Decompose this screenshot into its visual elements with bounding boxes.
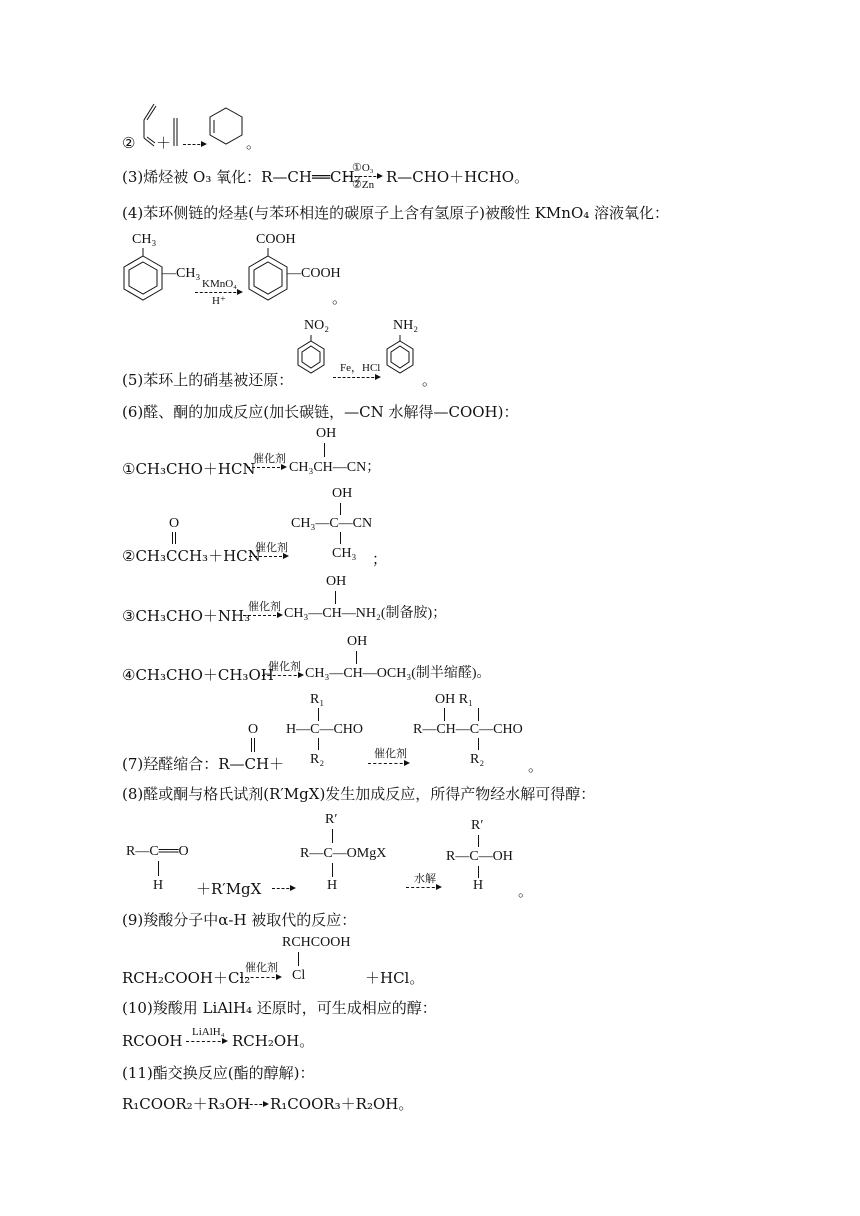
item-4-cond-bot: H⁺ [212,295,226,307]
item-3-cond-top: ①O₃ [352,162,374,174]
item-8-end: 。 [518,882,534,900]
item-6-2-cond: 催化剂 [255,542,288,554]
bond-line [318,738,319,750]
item-6-1-left: ①CH₃CHO＋HCN [122,460,256,478]
item-8-mid: R—C—OMgX [300,846,387,861]
item-8-rco: R—C══O [126,844,189,859]
reaction-arrow [406,887,440,889]
item-7-o: O [248,722,259,737]
reaction-arrow [272,888,294,890]
item-9-left: RCH₂COOH＋Cl₂ [122,969,251,987]
item-7-end: 。 [528,757,544,775]
nitrobenzene-ring [297,335,327,385]
item-3-cond-bot: ②Zn [352,179,375,191]
bond-line [324,443,325,457]
item-6-1-cond: 催化剂 [253,453,286,465]
reaction-arrow [183,144,205,146]
bond-line [478,708,479,721]
item-6-2-end: ； [372,550,388,568]
item-4-cooh-a: COOH [256,232,296,247]
item-9-text: (9)羧酸分子中α-H 被取代的反应： [122,911,357,929]
bond-line [335,591,336,604]
reaction-arrow [247,467,285,469]
item-4-cooh-b: —COOH [287,266,341,281]
item-4-ch3-b: —CH₃ [162,266,201,281]
bond-line [444,708,445,721]
item-4-ch3-a: CH₃ [132,232,157,247]
item-11-eq-left: R₁COOR₂＋R₃OH [122,1095,251,1113]
item-5-text: (5)苯环上的硝基被还原： [122,371,294,389]
bond-line [175,532,176,544]
item-5-no2: NO₂ [304,318,330,333]
item-8-rp2: R′ [471,818,484,833]
item-6-4-left: ④CH₃CHO＋CH₃OH [122,666,274,684]
bond-line [158,861,159,876]
item-8-prod: R—C—OH [446,849,513,864]
item-2-prefix: ② [122,134,136,152]
item-5-nh2: NH₂ [393,318,419,333]
reaction-arrow [262,675,302,677]
reaction-arrow [368,763,408,765]
item-8-cond: 水解 [414,873,436,885]
reaction-arrow [249,556,287,558]
item-8-plus: ＋R′MgX [196,880,262,898]
item-6-2-left: ②CH₃CCH₃＋HCN [122,547,261,565]
reaction-arrow [333,377,379,379]
cyclohexene-structure [208,106,244,146]
item-7-mid: H—C—CHO [286,722,364,737]
item-4-text: (4)苯环侧链的烃基(与苯环相连的碳原子上含有氢原子)被酸性 KMnO₄ 溶液氧化： [122,204,670,222]
item-6-1-oh: OH [316,426,337,441]
item-5-cond: Fe，HCl [340,362,381,374]
item-6-2-oh: OH [332,486,353,501]
item-3-text: (3)烯烃被 O₃ 氧化：R—CH══CH₂ [122,168,361,186]
item-7-prod-top: OH R₁ [435,692,473,707]
item-6-1-prod: CH₃CH—CN； [289,460,381,475]
reaction-arrow [240,977,280,979]
reaction-arrow [243,615,281,617]
item-9-end: ＋HCl。 [365,969,425,987]
item-5-end: 。 [422,371,438,389]
item-9-cl: Cl [292,968,306,983]
bond-line [340,503,341,515]
item-6-2-ch3: CH₃ [332,546,357,561]
item-6-4-prod: CH₃—CH—OCH₃(制半缩醛)。 [305,666,491,681]
item-7-r1: R₁ [310,692,325,707]
bond-line [332,829,333,843]
item-8-text: (8)醛或酮与格氏试剂(R′MgX)发生加成反应，所得产物经水解可得醇： [122,785,596,803]
item-9-prod-top: RCHCOOH [282,935,351,950]
item-6-4-oh: OH [347,634,368,649]
bond-line [298,952,299,966]
reaction-arrow [195,292,241,294]
item-6-2-mid: CH₃—C—CN [291,516,373,531]
bond-line [254,738,255,752]
item-7-cond: 催化剂 [374,748,407,760]
bond-line [332,863,333,877]
item-2-end: 。 [246,134,262,152]
item-3-product: R—CHO＋HCHO。 [386,168,530,186]
item-6-4-cond: 催化剂 [268,661,301,673]
item-8-h2: H [327,878,338,893]
bond-line [251,738,252,752]
bond-line [172,532,173,544]
item-8-h1: H [153,878,164,893]
item-10-left: RCOOH [122,1032,183,1050]
item-6-3-prod: CH₃—CH—NH₂(制备胺)； [284,606,447,621]
item-7-r2: R₂ [310,752,325,767]
item-4-cond-top: KMnO₄ [202,278,238,290]
reaction-arrow [186,1041,226,1043]
aniline-ring [386,335,416,385]
bond-line [340,532,341,544]
item-6-2-o: O [169,516,180,531]
item-7-prod-r2: R₂ [470,752,485,767]
item-11-text: (11)酯交换反应(酯的醇解)： [122,1064,315,1082]
bond-line [356,651,357,664]
item-8-rp1: R′ [325,812,338,827]
item-4-end: 。 [332,289,348,307]
item-6-text: (6)醛、酮的加成反应(加长碳链，—CN 水解得—COOH)： [122,403,519,421]
reaction-arrow [245,1104,267,1106]
reaction-arrow [345,176,381,178]
bond-line [478,835,479,847]
bond-line [478,866,479,878]
item-8-h3: H [473,878,484,893]
item-10-cond: LiAlH₄ [192,1026,225,1038]
item-9-cond: 催化剂 [245,962,278,974]
bond-line [478,738,479,750]
item-6-3-cond: 催化剂 [248,601,281,613]
ethylene-structure [172,118,180,148]
item-10-text: (10)羧酸用 LiAlH₄ 还原时，可生成相应的醇： [122,999,437,1017]
item-10-prod: RCH₂OH。 [232,1032,315,1050]
bond-line [318,708,319,721]
item-7-prod-mid: R—CH—C—CHO [413,722,523,737]
item-6-3-left: ③CH₃CHO＋NH₃ [122,607,251,625]
item-11-eq-right: R₁COOR₃＋R₂OH。 [270,1095,414,1113]
item-7-text: (7)羟醛缩合：R—CH＋ [122,755,285,773]
item-2-plus: ＋ [156,134,172,152]
item-6-3-oh: OH [326,574,347,589]
